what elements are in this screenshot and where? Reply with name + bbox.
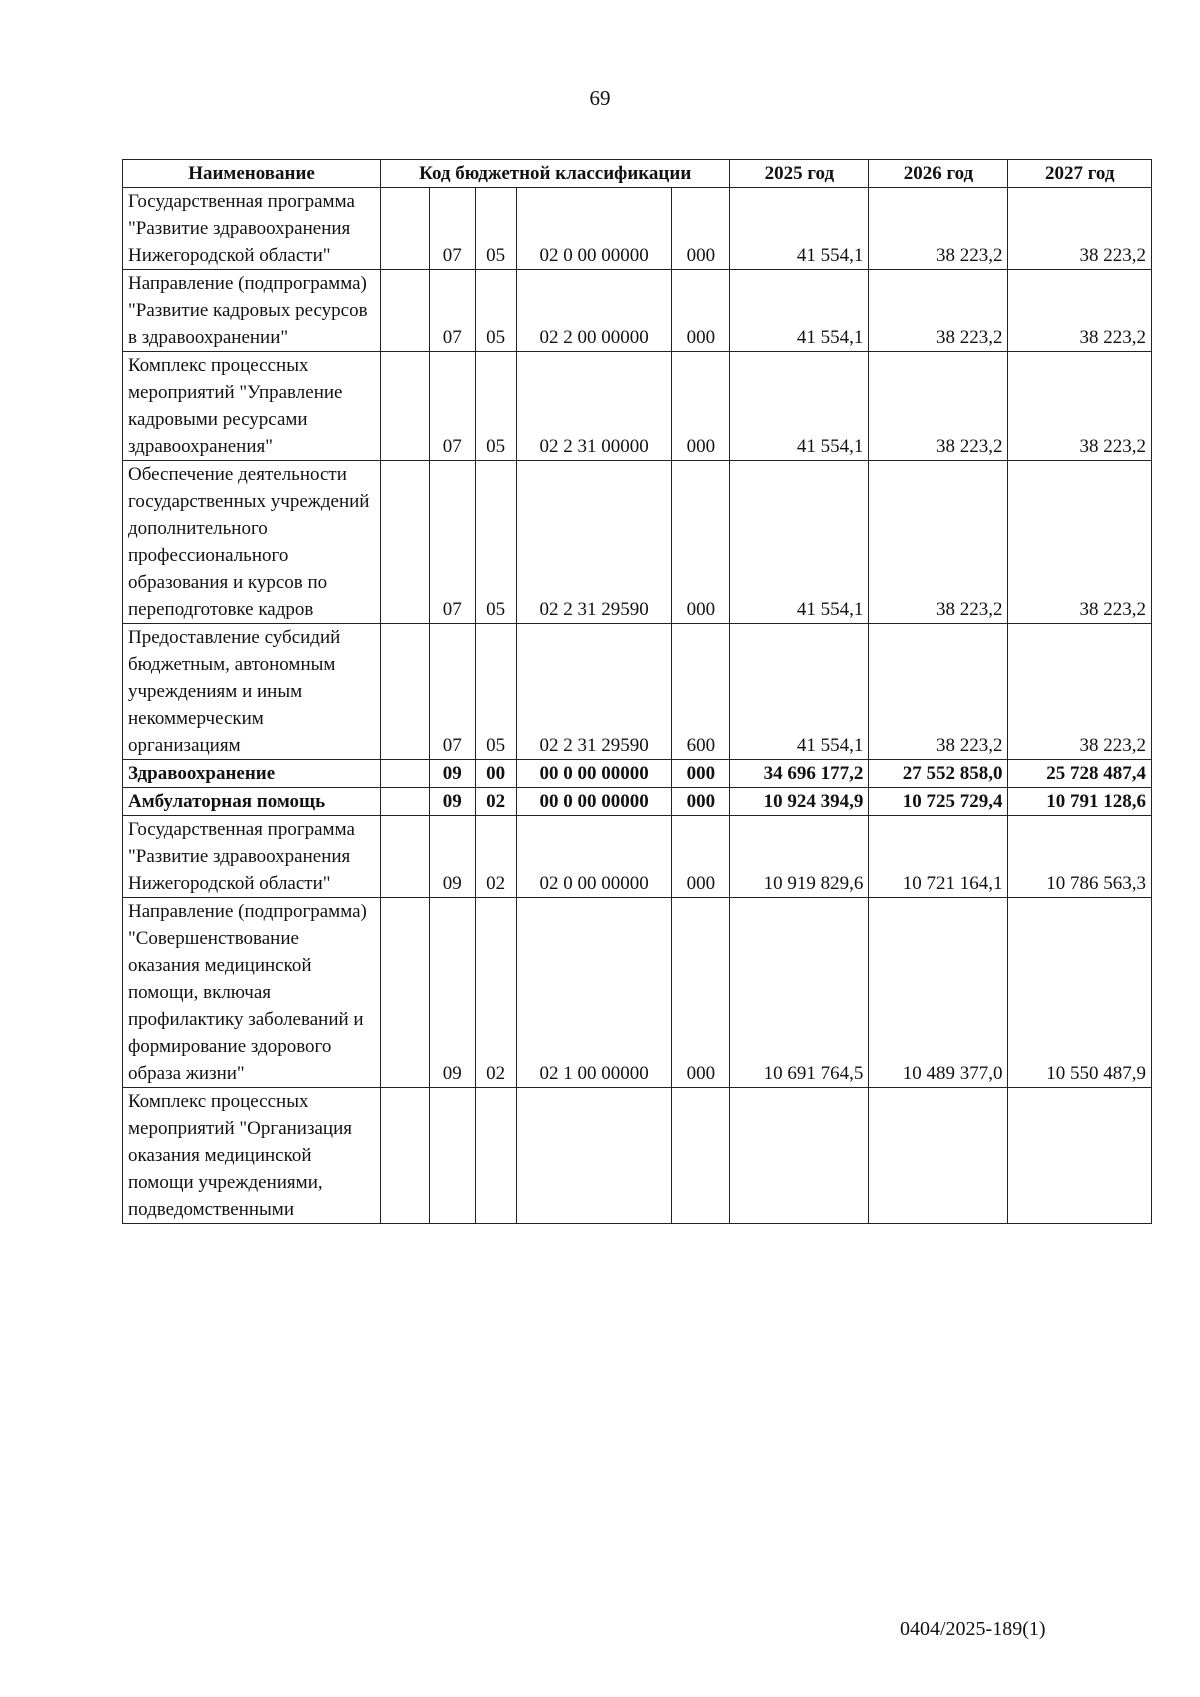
row-name-cell: Государственная программа "Развитие здравоохранения Нижегородской области" <box>123 188 381 270</box>
table-header-row <box>123 160 1152 188</box>
target-article-cell: 02 2 31 29590 <box>516 624 672 760</box>
code-cell-1 <box>381 270 430 352</box>
subsection-code-cell: 00 <box>475 760 516 788</box>
header-2027: 2027 год <box>1008 160 1152 188</box>
amount-2025-cell: 10 691 764,5 <box>730 898 869 1088</box>
expense-type-cell <box>672 1088 730 1224</box>
expense-type-cell: 000 <box>672 816 730 898</box>
row-name-cell: Обеспечение деятельности государственных учреждений дополнительного профессионального образования и курсов по переподготовке кадров <box>123 461 381 624</box>
amount-2025-cell: 41 554,1 <box>730 352 869 461</box>
amount-2025-cell: 41 554,1 <box>730 270 869 352</box>
code-cell-1 <box>381 352 430 461</box>
code-cell-1 <box>381 461 430 624</box>
amount-2025-cell: 34 696 177,2 <box>730 760 869 788</box>
code-cell-1 <box>381 788 430 816</box>
amount-2026-cell <box>869 1088 1008 1224</box>
expense-type-cell: 000 <box>672 352 730 461</box>
target-article-cell: 02 1 00 00000 <box>516 898 672 1088</box>
row-name-cell: Направление (подпрограмма) "Совершенствование оказания медицинской помощи, включая профилактику заболеваний и формирование здорового образа жизни" <box>123 898 381 1088</box>
table-row <box>123 1088 1152 1224</box>
subsection-code-cell: 02 <box>475 788 516 816</box>
expense-type-cell: 000 <box>672 188 730 270</box>
table-row <box>123 270 1152 352</box>
section-code-cell <box>430 1088 476 1224</box>
expense-type-cell: 000 <box>672 760 730 788</box>
target-article-cell: 00 0 00 00000 <box>516 788 672 816</box>
amount-2025-cell: 41 554,1 <box>730 624 869 760</box>
subsection-code-cell: 02 <box>475 898 516 1088</box>
header-budget-code: Код бюджетной классификации <box>381 160 730 188</box>
row-name-cell: Предоставление субсидий бюджетным, автономным учреждениям и иным некоммерческим организациям <box>123 624 381 760</box>
code-cell-1 <box>381 1088 430 1224</box>
section-code-cell: 09 <box>430 898 476 1088</box>
code-cell-1 <box>381 188 430 270</box>
expense-type-cell: 000 <box>672 788 730 816</box>
table-row <box>123 461 1152 624</box>
table-row <box>123 898 1152 1088</box>
subsection-code-cell: 05 <box>475 624 516 760</box>
section-code-cell: 07 <box>430 624 476 760</box>
header-2025: 2025 год <box>730 160 869 188</box>
amount-2027-cell: 38 223,2 <box>1008 270 1152 352</box>
amount-2027-cell: 38 223,2 <box>1008 352 1152 461</box>
expense-type-cell: 600 <box>672 624 730 760</box>
row-name-cell: Амбулаторная помощь <box>123 788 381 816</box>
header-2026: 2026 год <box>869 160 1008 188</box>
table-row <box>123 788 1152 816</box>
amount-2026-cell: 38 223,2 <box>869 270 1008 352</box>
row-name-cell: Комплекс процессных мероприятий "Управление кадровыми ресурсами здравоохранения" <box>123 352 381 461</box>
amount-2027-cell: 38 223,2 <box>1008 624 1152 760</box>
amount-2026-cell: 38 223,2 <box>869 188 1008 270</box>
amount-2025-cell: 10 919 829,6 <box>730 816 869 898</box>
subsection-code-cell <box>475 1088 516 1224</box>
subsection-code-cell: 05 <box>475 188 516 270</box>
row-name-cell: Направление (подпрограмма) "Развитие кадровых ресурсов в здравоохранении" <box>123 270 381 352</box>
amount-2026-cell: 10 725 729,4 <box>869 788 1008 816</box>
code-cell-1 <box>381 816 430 898</box>
amount-2027-cell: 25 728 487,4 <box>1008 760 1152 788</box>
section-code-cell: 09 <box>430 788 476 816</box>
amount-2026-cell: 38 223,2 <box>869 461 1008 624</box>
amount-2026-cell: 38 223,2 <box>869 624 1008 760</box>
target-article-cell: 02 0 00 00000 <box>516 188 672 270</box>
row-name-cell: Комплекс процессных мероприятий "Организация оказания медицинской помощи учреждениями, подведомственными <box>123 1088 381 1224</box>
table-row <box>123 188 1152 270</box>
expense-type-cell: 000 <box>672 461 730 624</box>
document-code: 0404/2025-189(1) <box>900 1618 1046 1640</box>
page-number: 69 <box>589 86 611 110</box>
amount-2027-cell: 38 223,2 <box>1008 461 1152 624</box>
amount-2027-cell <box>1008 1088 1152 1224</box>
subsection-code-cell: 05 <box>475 352 516 461</box>
section-code-cell: 07 <box>430 270 476 352</box>
target-article-cell: 02 2 00 00000 <box>516 270 672 352</box>
target-article-cell <box>516 1088 672 1224</box>
amount-2025-cell: 10 924 394,9 <box>730 788 869 816</box>
table-row <box>123 352 1152 461</box>
expense-type-cell: 000 <box>672 898 730 1088</box>
amount-2027-cell: 38 223,2 <box>1008 188 1152 270</box>
amount-2026-cell: 10 489 377,0 <box>869 898 1008 1088</box>
amount-2026-cell: 27 552 858,0 <box>869 760 1008 788</box>
section-code-cell: 09 <box>430 760 476 788</box>
subsection-code-cell: 02 <box>475 816 516 898</box>
amount-2025-cell: 41 554,1 <box>730 188 869 270</box>
amount-2027-cell: 10 786 563,3 <box>1008 816 1152 898</box>
section-code-cell: 07 <box>430 352 476 461</box>
subsection-code-cell: 05 <box>475 461 516 624</box>
target-article-cell: 00 0 00 00000 <box>516 760 672 788</box>
target-article-cell: 02 2 31 00000 <box>516 352 672 461</box>
table-row <box>123 816 1152 898</box>
amount-2027-cell: 10 550 487,9 <box>1008 898 1152 1088</box>
table-row <box>123 624 1152 760</box>
amount-2025-cell: 41 554,1 <box>730 461 869 624</box>
expense-type-cell: 000 <box>672 270 730 352</box>
amount-2026-cell: 38 223,2 <box>869 352 1008 461</box>
row-name-cell: Здравоохранение <box>123 760 381 788</box>
target-article-cell: 02 2 31 29590 <box>516 461 672 624</box>
table-row <box>123 760 1152 788</box>
subsection-code-cell: 05 <box>475 270 516 352</box>
header-name: Наименование <box>123 160 381 188</box>
target-article-cell: 02 0 00 00000 <box>516 816 672 898</box>
amount-2026-cell: 10 721 164,1 <box>869 816 1008 898</box>
amount-2025-cell <box>730 1088 869 1224</box>
section-code-cell: 07 <box>430 188 476 270</box>
amount-2027-cell: 10 791 128,6 <box>1008 788 1152 816</box>
budget-table <box>122 159 1152 1224</box>
row-name-cell: Государственная программа "Развитие здравоохранения Нижегородской области" <box>123 816 381 898</box>
code-cell-1 <box>381 624 430 760</box>
section-code-cell: 07 <box>430 461 476 624</box>
table-body <box>123 188 1152 1224</box>
code-cell-1 <box>381 898 430 1088</box>
section-code-cell: 09 <box>430 816 476 898</box>
code-cell-1 <box>381 760 430 788</box>
